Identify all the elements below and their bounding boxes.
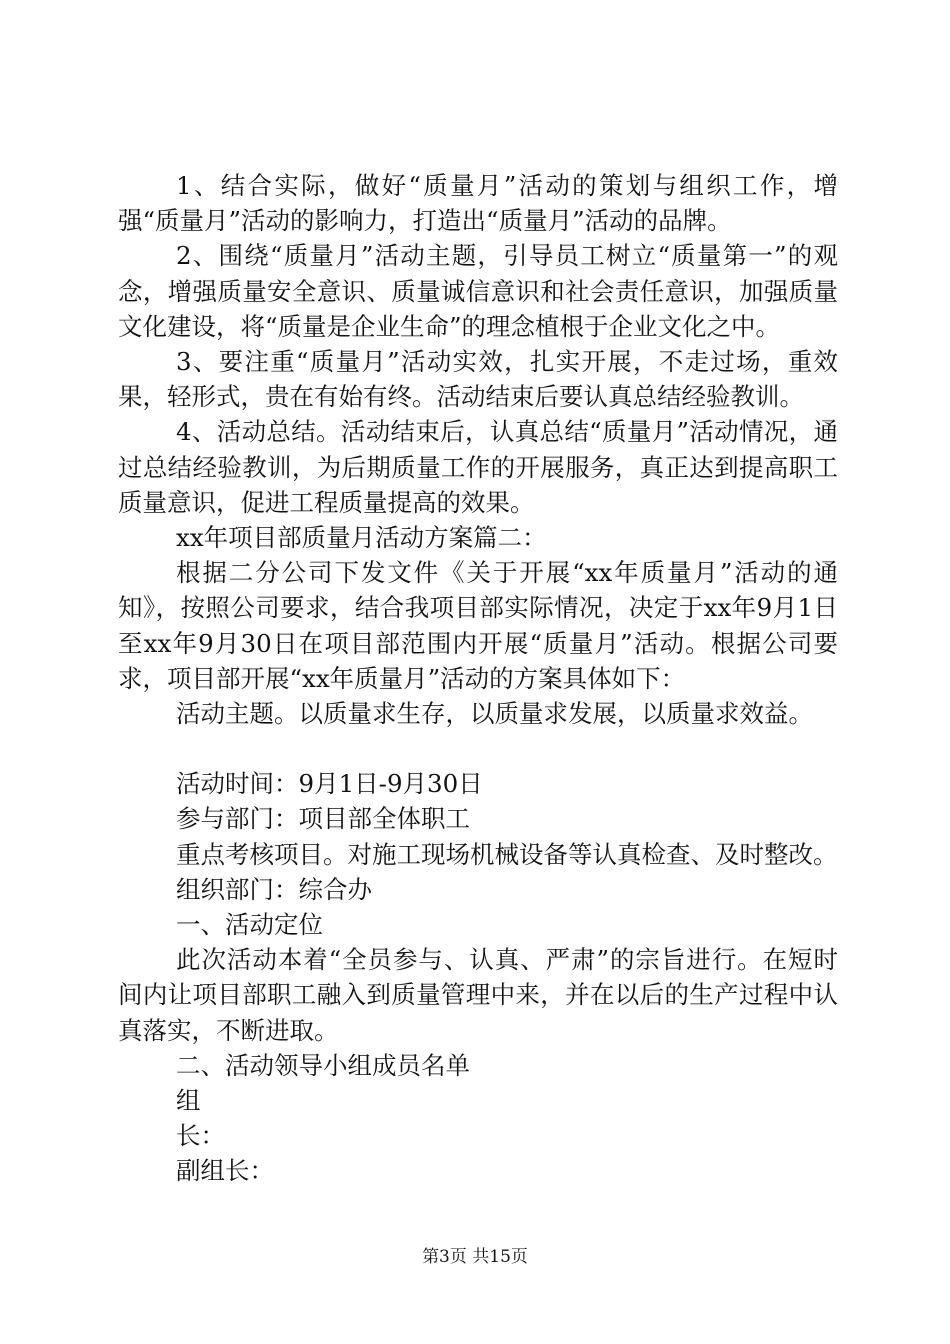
deputy-leader-label: 副组长： [176,1156,274,1186]
paragraph-positioning: 此次活动本着“全员参与、认真、严肃”的宗旨进行。在短时间内让项目部职工融入到质量管理中来，并在以后的生产过程中认真落实，不断进取。 [118,945,838,1045]
leader-label-part2: 长： [176,1121,225,1151]
page-number-footer: 第3页 共15页 [422,1247,528,1267]
paragraph-intro: 根据二分公司下发文件《关于开展“xx年质量月”活动的通知》，按照公司要求，结合我项目部实际情况，决定于xx年9月1日至xx年9月30日在项目部范围内开展“质量月”活动。根据公司要求，项目部开展“xx年质量月”活动的方案具体如下： [118,558,838,693]
blank-line [118,731,838,766]
paragraph-1: 1、结合实际，做好“质量月”活动的策划与组织工作，增强“质量月”活动的影响力，打造出“质量月”活动的品牌。 [118,171,838,236]
activity-theme: 活动主题。以质量求生存，以质量求发展，以质量求效益。 [176,699,813,729]
paragraph-3: 3、要注重“质量月”活动实效，扎实开展，不走过场，重效果，轻形式，贵在有始有终。活动结束后要认真总结经验教训。 [118,347,838,412]
participating-departments: 参与部门：项目部全体职工 [176,804,470,834]
organizing-department: 组织部门：综合办 [176,874,372,904]
key-assessment-items: 重点考核项目。对施工现场机械设备等认真检查、及时整改。 [176,839,838,869]
leader-label-part1: 组 [176,1086,201,1116]
section-heading-positioning: 一、活动定位 [176,910,323,940]
section-title-plan-two: xx年项目部质量月活动方案篇二： [176,523,547,553]
section-heading-leadership: 二、活动领导小组成员名单 [176,1050,470,1080]
activity-time: 活动时间：9月1日-9月30日 [176,769,483,799]
paragraph-2: 2、围绕“质量月”活动主题，引导员工树立“质量第一”的观念，增强质量安全意识、质量诚信意识和社会责任意识，加强质量文化建设，将“质量是企业生命”的理念植根于企业文化之中。 [118,241,838,341]
document-body [118,168,838,1189]
paragraph-4: 4、活动总结。活动结束后，认真总结“质量月”活动情况，通过总结经验教训，为后期质量工作的开展服务，真正达到提高职工质量意识，促进工程质量提高的效果。 [118,417,838,517]
